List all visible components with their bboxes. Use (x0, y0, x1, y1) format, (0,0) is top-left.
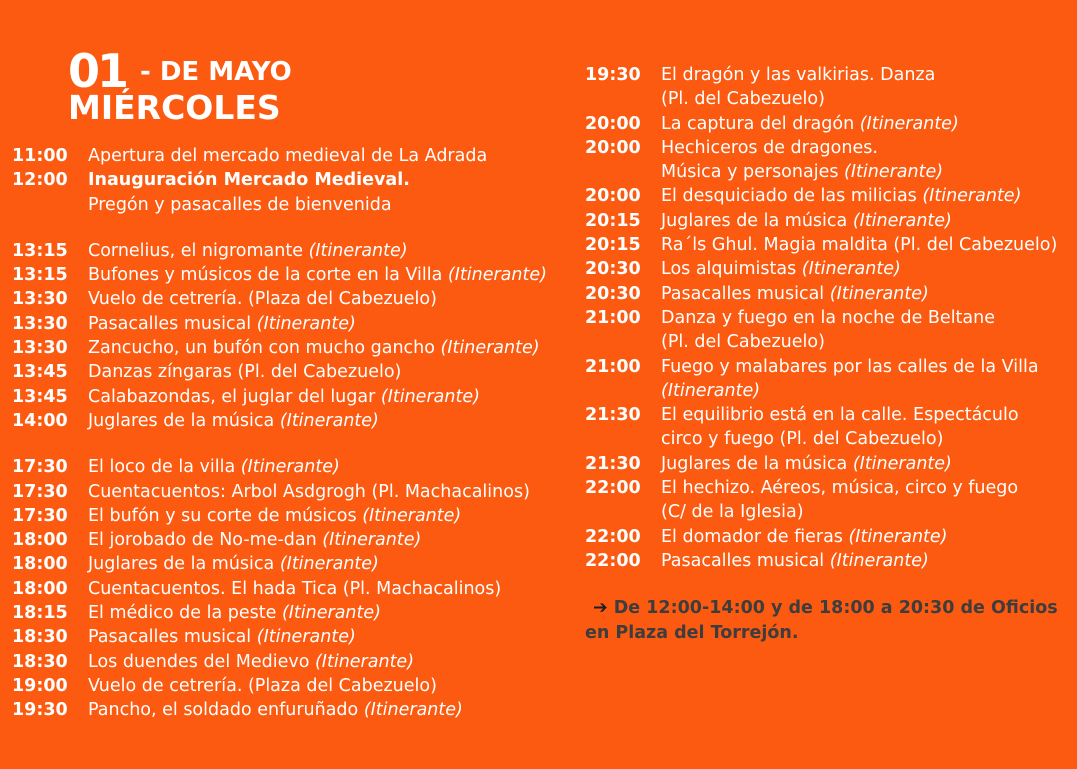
event-description (88, 552, 572, 576)
event-line (88, 193, 572, 217)
event-line (661, 257, 1075, 281)
event-time: 20:00 (585, 137, 641, 158)
itinerant-tag: (Itinerante) (922, 186, 1022, 207)
event-description (661, 184, 1075, 208)
event-description (661, 525, 1075, 549)
schedule-event (585, 257, 1075, 281)
section-gap (12, 217, 572, 239)
event-text: El equilibrio está en la calle. Espectáculo (661, 405, 1019, 426)
event-text: El domador de fieras (661, 526, 849, 547)
event-text: El desquiciado de las milicias (661, 186, 923, 207)
event-time: 22:00 (585, 526, 641, 547)
event-text: Danzas zíngaras (Pl. del Cabezuelo) (88, 362, 402, 383)
itinerant-tag: (Itinerante) (440, 338, 540, 359)
itinerant-tag: (Itinerante) (362, 505, 462, 526)
event-description (661, 549, 1075, 573)
schedule-event (585, 525, 1075, 549)
event-line (661, 160, 1075, 184)
event-text: El hechizo. Aéreos, música, circo y fuego (661, 478, 1019, 499)
event-time: 21:00 (585, 356, 641, 377)
event-description (661, 452, 1075, 476)
crafts-note-text: De 12:00-14:00 y de 18:00 a 20:30 de Oficios en Plaza del Torrejón. (585, 598, 1058, 643)
event-description (661, 63, 1075, 112)
event-line (88, 625, 572, 649)
event-text: (Pl. del Cabezuelo) (661, 89, 825, 110)
crafts-note (585, 596, 1065, 645)
event-description (88, 144, 572, 168)
schedule-event (12, 336, 572, 360)
itinerant-tag: (Itinerante) (380, 386, 480, 407)
event-text: Pasacalles musical (661, 550, 830, 571)
itinerant-tag: (Itinerante) (240, 457, 340, 478)
event-line (661, 184, 1075, 208)
event-text: (C/ de la Iglesia) (661, 502, 804, 523)
itinerant-tag: (Itinerante) (281, 603, 381, 624)
itinerant-tag: (Itinerante) (829, 283, 929, 304)
event-line (88, 577, 572, 601)
schedule-event (12, 239, 572, 263)
event-line (661, 476, 1075, 500)
event-time: 18:00 (12, 530, 68, 551)
event-line (88, 144, 572, 168)
event-description (88, 287, 572, 311)
event-text: Los alquimistas (661, 259, 802, 280)
event-text: El bufón y su corte de músicos (88, 505, 363, 526)
event-text: Pregón y pasacalles de bienvenida (88, 194, 392, 215)
schedule-event (12, 528, 572, 552)
event-line (88, 263, 572, 287)
event-line (88, 528, 572, 552)
event-line (661, 136, 1075, 160)
event-line (661, 233, 1075, 257)
event-time: 21:30 (585, 453, 641, 474)
event-description (88, 625, 572, 649)
event-description (88, 455, 572, 479)
event-description (88, 409, 572, 433)
event-line (661, 330, 1075, 354)
event-text: El jorobado de No-me-dan (88, 530, 323, 551)
event-time: 19:00 (12, 675, 68, 696)
event-text: (Pl. del Cabezuelo) (661, 332, 825, 353)
event-line (88, 360, 572, 384)
event-line (661, 209, 1075, 233)
event-line (88, 698, 572, 722)
schedule-column-left (12, 144, 572, 723)
event-line (88, 601, 572, 625)
itinerant-tag: (Itinerante) (308, 240, 408, 261)
event-time: 12:00 (12, 170, 68, 191)
event-line (88, 239, 572, 263)
event-description (661, 476, 1075, 525)
section-gap (12, 433, 572, 455)
event-time: 17:30 (12, 457, 68, 478)
event-text: El dragón y las valkirias. Danza (661, 65, 936, 85)
event-line (88, 287, 572, 311)
schedule-event (12, 385, 572, 409)
event-time: 13:15 (12, 265, 68, 286)
event-description (88, 239, 572, 263)
event-line (88, 409, 572, 433)
event-line (88, 336, 572, 360)
event-line (661, 500, 1075, 524)
schedule-event (12, 698, 572, 722)
event-text: Música y personajes (661, 162, 845, 183)
event-description (88, 577, 572, 601)
event-text: Ra´ls Ghul. Magia maldita (Pl. del Cabezuelo) (661, 235, 1058, 256)
schedule-event (12, 577, 572, 601)
event-time: 18:00 (12, 578, 68, 599)
schedule-event (12, 287, 572, 311)
schedule-event (12, 601, 572, 625)
event-text: La captura del dragón (661, 113, 860, 134)
event-time: 13:30 (12, 313, 68, 334)
event-line (88, 552, 572, 576)
itinerant-tag: (Itinerante) (848, 526, 948, 547)
event-time: 13:45 (12, 362, 68, 383)
event-description (661, 112, 1075, 136)
event-line (88, 168, 572, 192)
event-line (661, 403, 1075, 427)
schedule-event (585, 476, 1075, 525)
schedule-event (12, 263, 572, 287)
schedule-event (585, 452, 1075, 476)
schedule-event (12, 650, 572, 674)
itinerant-tag: (Itinerante) (256, 313, 356, 334)
event-time: 11:00 (12, 146, 68, 166)
event-description (661, 233, 1075, 257)
event-text: Juglares de la música (661, 453, 853, 474)
itinerant-tag: (Itinerante) (314, 651, 415, 672)
event-text: Hechiceros de dragones. (661, 137, 878, 158)
event-text: Los duendes del Medievo (88, 651, 315, 672)
event-description (88, 674, 572, 698)
event-line (661, 452, 1075, 476)
event-description (88, 601, 572, 625)
event-description (88, 480, 572, 504)
itinerant-tag: (Itinerante) (859, 113, 959, 134)
itinerant-tag: (Itinerante) (322, 530, 422, 551)
event-description (661, 355, 1075, 404)
event-text: Inauguración Mercado Medieval. (88, 170, 410, 191)
event-line (661, 525, 1075, 549)
event-time: 13:15 (12, 240, 68, 261)
schedule-event (12, 674, 572, 698)
schedule-event (585, 136, 1075, 185)
event-description (88, 698, 572, 722)
event-text: Calabazondas, el juglar del lugar (88, 386, 381, 407)
event-line (88, 650, 572, 674)
itinerant-tag: (Itinerante) (844, 162, 944, 183)
itinerant-tag: (Itinerante) (447, 265, 547, 286)
event-text: Vuelo de cetrería. (Plaza del Cabezuelo) (88, 289, 437, 310)
event-text: circo y fuego (Pl. del Cabezuelo) (661, 429, 944, 450)
schedule-event (585, 184, 1075, 208)
event-description (661, 209, 1075, 233)
schedule-column-right (585, 63, 1075, 573)
event-line (661, 549, 1075, 573)
event-text: Fuego y malabares por las calles de la Villa (661, 356, 1039, 377)
event-description (88, 650, 572, 674)
schedule-event (12, 312, 572, 336)
schedule-event (12, 360, 572, 384)
arrow-right-icon: ➔ (593, 598, 608, 618)
itinerant-tag: (Itinerante) (363, 700, 463, 721)
event-time: 20:00 (585, 113, 641, 134)
event-line (88, 385, 572, 409)
event-text: Pasacalles musical (88, 627, 257, 648)
event-text: Juglares de la música (88, 554, 280, 575)
event-text: Bufones y músicos de la corte en la Villa (88, 265, 448, 286)
weekday-label: MIÉRCOLES (68, 88, 281, 127)
event-text: Juglares de la música (661, 210, 853, 231)
event-time: 13:30 (12, 289, 68, 310)
event-time: 21:30 (585, 405, 641, 426)
event-time: 13:45 (12, 386, 68, 407)
event-line (661, 379, 1075, 403)
event-time: 18:30 (12, 627, 68, 648)
event-description (661, 403, 1075, 452)
event-time: 21:00 (585, 307, 641, 328)
event-description (88, 336, 572, 360)
event-description (661, 136, 1075, 185)
itinerant-tag: (Itinerante) (852, 453, 952, 474)
event-time: 20:30 (585, 259, 641, 280)
event-line (661, 282, 1075, 306)
event-line (661, 87, 1075, 111)
itinerant-tag: (Itinerante) (279, 554, 379, 575)
schedule-event (12, 409, 572, 433)
event-text: Juglares de la música (88, 410, 280, 431)
schedule-event (12, 504, 572, 528)
event-description (88, 528, 572, 552)
schedule-event (585, 282, 1075, 306)
schedule-event (12, 168, 572, 217)
event-text: Apertura del mercado medieval de La Adrada (88, 146, 488, 166)
schedule-event (585, 233, 1075, 257)
event-text: El loco de la villa (88, 457, 241, 478)
event-text: Pancho, el soldado enfuruñado (88, 700, 364, 721)
event-text: Cuentacuentos. El hada Tica (Pl. Machacalinos) (88, 578, 502, 599)
event-description (88, 312, 572, 336)
itinerant-tag: (Itinerante) (852, 210, 952, 231)
event-description (88, 168, 572, 217)
schedule-event (585, 355, 1075, 404)
event-text: El médico de la peste (88, 603, 282, 624)
event-text: Pasacalles musical (661, 283, 830, 304)
schedule-event (585, 63, 1075, 112)
schedule-event (585, 549, 1075, 573)
event-description (88, 385, 572, 409)
event-time: 18:30 (12, 651, 68, 672)
event-time: 19:30 (12, 700, 68, 721)
event-text: Cornelius, el nigromante (88, 240, 309, 261)
event-line (661, 355, 1075, 379)
event-line (88, 455, 572, 479)
event-text: Pasacalles musical (88, 313, 257, 334)
event-description (661, 257, 1075, 281)
event-line (661, 63, 1075, 87)
event-time: 22:00 (585, 550, 641, 571)
event-time: 18:00 (12, 554, 68, 575)
itinerant-tag: (Itinerante) (661, 380, 761, 401)
event-line (88, 480, 572, 504)
event-text: Zancucho, un bufón con mucho gancho (88, 338, 441, 359)
event-time: 20:30 (585, 283, 641, 304)
event-description (88, 360, 572, 384)
day-number: 01 (68, 44, 127, 98)
event-description (88, 504, 572, 528)
event-line (88, 504, 572, 528)
event-time: 14:00 (12, 410, 68, 431)
schedule-event (12, 455, 572, 479)
schedule-event (12, 144, 572, 168)
event-line (661, 306, 1075, 330)
event-line (661, 112, 1075, 136)
event-text: Danza y fuego en la noche de Beltane (661, 307, 996, 328)
month-label: - DE MAYO (140, 57, 292, 87)
schedule-event (585, 209, 1075, 233)
schedule-event (585, 112, 1075, 136)
event-time: 22:00 (585, 478, 641, 499)
itinerant-tag: (Itinerante) (801, 259, 901, 280)
event-text: Cuentacuentos: Arbol Asdgrogh (Pl. Machacalinos) (88, 481, 530, 502)
itinerant-tag: (Itinerante) (279, 410, 379, 431)
event-time: 20:00 (585, 186, 641, 207)
event-time: 13:30 (12, 338, 68, 359)
event-line (88, 312, 572, 336)
event-time: 17:30 (12, 481, 68, 502)
event-line (88, 674, 572, 698)
event-description (88, 263, 572, 287)
event-description (661, 306, 1075, 355)
itinerant-tag: (Itinerante) (829, 550, 929, 571)
event-time: 20:15 (585, 235, 641, 256)
itinerant-tag: (Itinerante) (256, 627, 356, 648)
event-time: 17:30 (12, 505, 68, 526)
event-time: 18:15 (12, 603, 68, 624)
schedule-event (12, 625, 572, 649)
event-time: 19:30 (585, 65, 641, 85)
event-time: 20:15 (585, 210, 641, 231)
schedule-event (585, 403, 1075, 452)
event-line (661, 427, 1075, 451)
event-text: Vuelo de cetrería. (Plaza del Cabezuelo) (88, 675, 437, 696)
event-description (661, 282, 1075, 306)
schedule-event (12, 552, 572, 576)
schedule-event (585, 306, 1075, 355)
schedule-event (12, 480, 572, 504)
